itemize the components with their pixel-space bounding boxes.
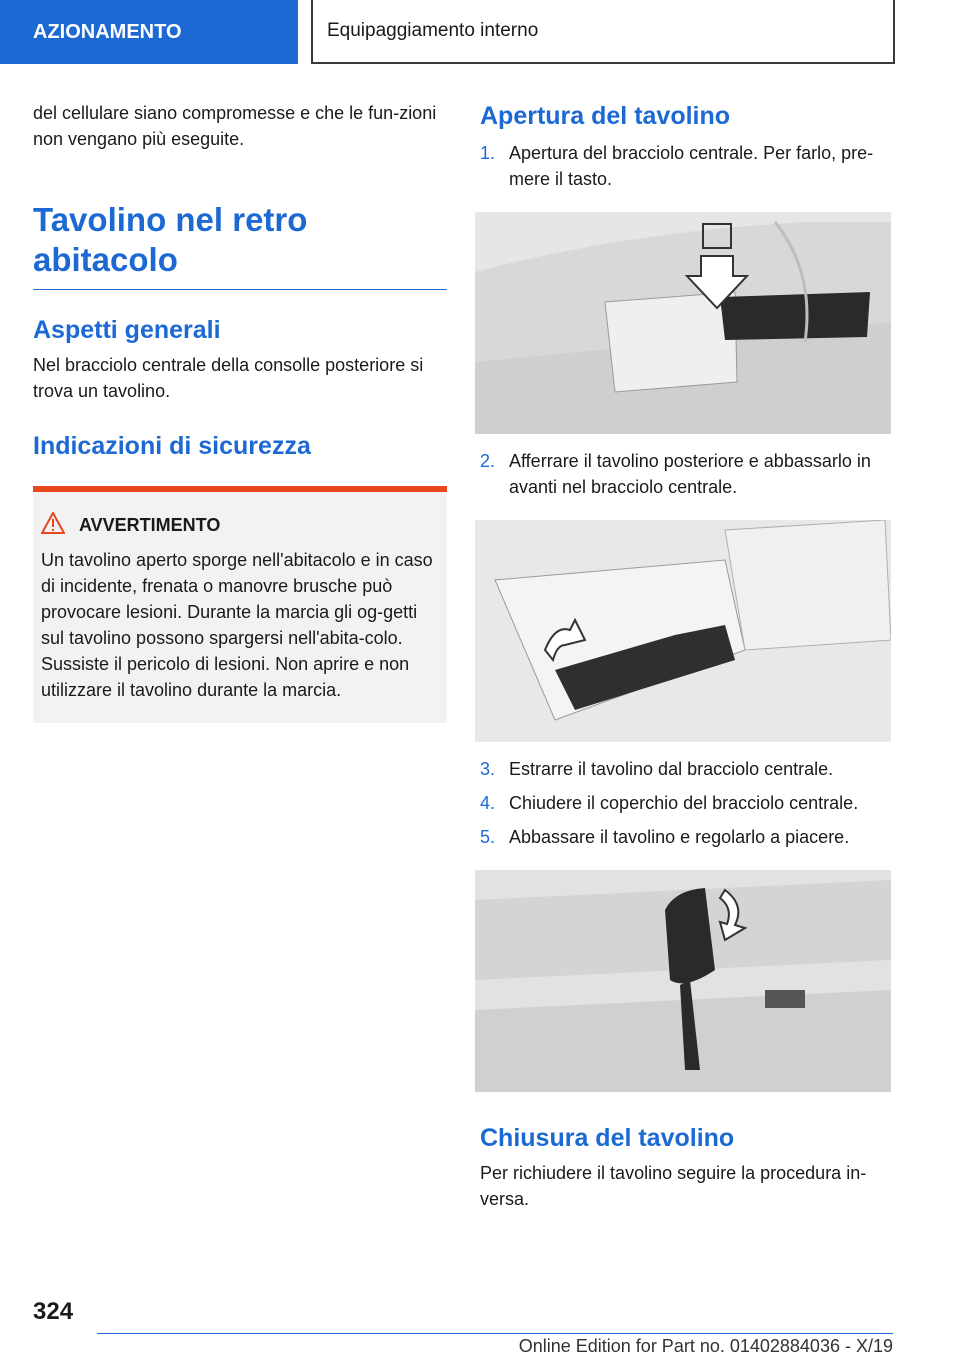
section-tab[interactable]	[0, 0, 298, 64]
chapter-title-box	[311, 0, 895, 64]
right-column	[480, 100, 892, 1212]
step-number: 1.	[480, 143, 496, 163]
chapter-title: Equipaggiamento interno	[327, 20, 539, 41]
step-item	[480, 756, 892, 782]
step-text: Abbassare il tavolino e regolarlo a piacere.	[509, 827, 850, 847]
step-text: Chiudere il coperchio del bracciolo centrale.	[509, 793, 859, 813]
step-number: 2.	[480, 451, 496, 471]
step-item	[480, 824, 892, 850]
step-text: Apertura del bracciolo centrale. Per farlo, pre-mere il tasto.	[509, 143, 874, 189]
footer-divider	[97, 1333, 893, 1334]
section-label: AZIONAMENTO	[33, 20, 182, 43]
general-text: Nel bracciolo centrale della consolle posteriore si trova un tavolino.	[33, 355, 424, 401]
open-heading: Apertura del tavolino	[480, 102, 731, 130]
page-title: Tavolino nel retro abitacolo	[33, 200, 447, 290]
safety-heading: Indicazioni di sicurezza	[33, 432, 311, 460]
step-number: 4.	[480, 793, 496, 813]
warning-text: Un tavolino aperto sporge nell'abitacolo e in caso di incidente, frenata o manovre brusche può provocare lesioni. Durante la marcia gli og-getti sul tavolino possono spargersi nell'abita-colo. Sussiste il pericolo di lesioni. Non aprire e non utilizzare il tavolino durante la marcia.	[41, 550, 433, 700]
left-column	[33, 100, 447, 723]
table-fold-illustration	[475, 520, 891, 742]
warning-label: AVVERTIMENTO	[79, 515, 221, 535]
close-heading: Chiusura del tavolino	[480, 1124, 735, 1152]
step-number: 3.	[480, 759, 496, 779]
step-text: Afferrare il tavolino posteriore e abbassarlo in avanti nel bracciolo centrale.	[509, 451, 871, 497]
step-item	[480, 790, 892, 816]
table-lowered-illustration	[475, 870, 891, 1092]
armrest-button-illustration	[475, 212, 891, 434]
general-heading: Aspetti generali	[33, 316, 221, 344]
warning-box	[33, 486, 447, 723]
step-item	[480, 448, 892, 500]
intro-text: del cellulare siano compromesse e che le fun-zioni non vengano più eseguite.	[33, 103, 437, 149]
warning-triangle-icon	[41, 512, 79, 539]
step-text: Estrarre il tavolino dal bracciolo centrale.	[509, 759, 834, 779]
step-number: 5.	[480, 827, 496, 847]
close-text: Per richiudere il tavolino seguire la procedura in-versa.	[480, 1163, 867, 1209]
warning-header	[41, 512, 439, 539]
step-item	[480, 140, 892, 192]
page-number: 324	[33, 1298, 74, 1325]
footer-edition: Online Edition for Part no. 01402884036 - X/19	[518, 1336, 893, 1356]
